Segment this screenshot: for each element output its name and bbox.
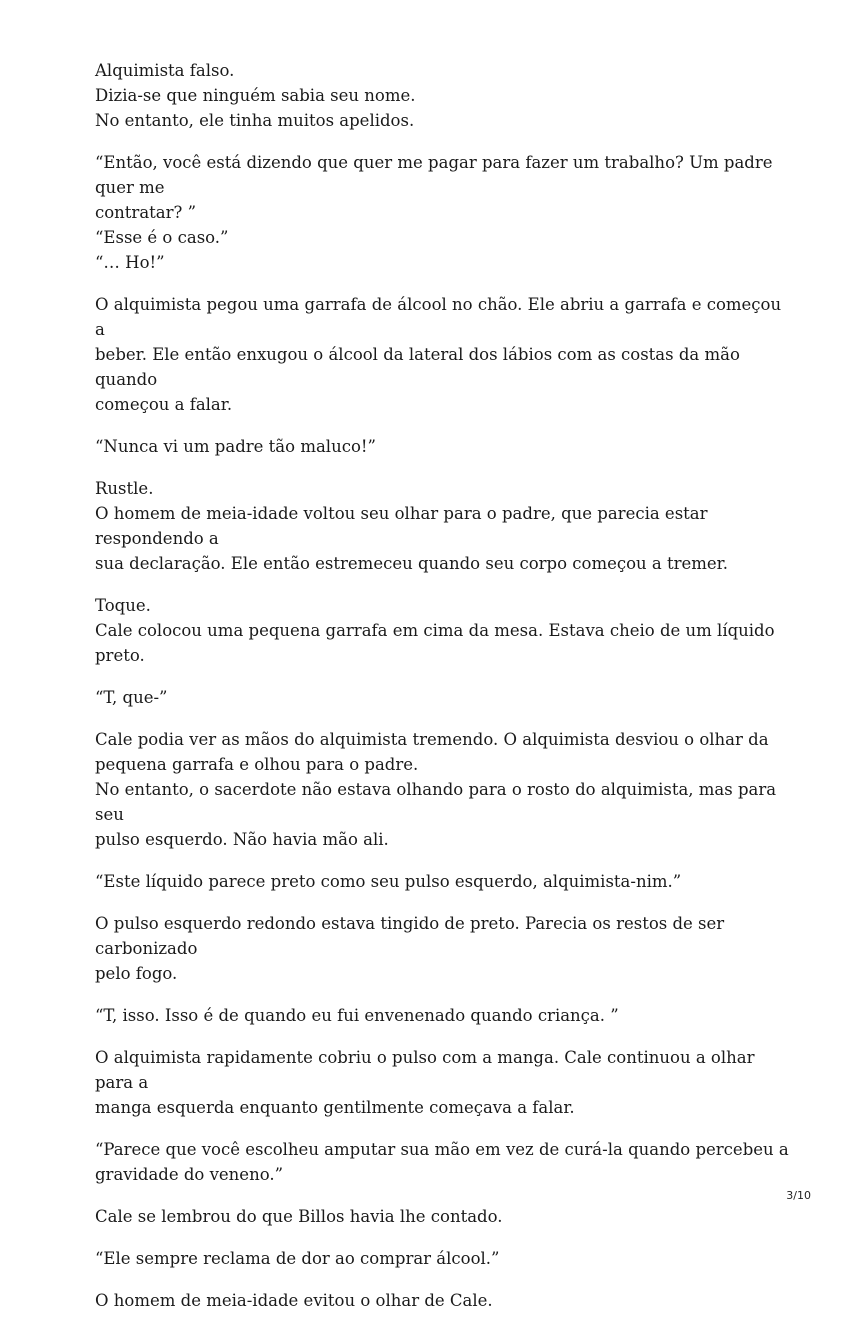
text-line: “Ele sempre reclama de dor ao comprar álcool.” bbox=[95, 1249, 500, 1268]
text-line: pequena garrafa e olhou para o padre. bbox=[95, 755, 419, 774]
text-line: Cale se lembrou do que Billos havia lhe contado. bbox=[95, 1207, 503, 1226]
paragraph bbox=[95, 911, 795, 986]
text-line: “Então, você está dizendo que quer me pagar para fazer um trabalho? Um padre quer me bbox=[95, 153, 773, 197]
paragraph bbox=[95, 150, 795, 275]
paragraph bbox=[95, 1288, 795, 1313]
text-line: O homem de meia-idade evitou o olhar de Cale. bbox=[95, 1291, 493, 1310]
text-line: Toque. bbox=[95, 596, 151, 615]
paragraph bbox=[95, 292, 795, 417]
text-line: contratar? ” bbox=[95, 203, 197, 222]
text-line: No entanto, o sacerdote não estava olhando para o rosto do alquimista, mas para seu bbox=[95, 780, 777, 824]
text-line: “T, que-” bbox=[95, 688, 168, 707]
text-line: O pulso esquerdo redondo estava tingido de preto. Parecia os restos de ser carbonizado bbox=[95, 914, 725, 958]
paragraph bbox=[95, 1045, 795, 1120]
text-line: “… Ho!” bbox=[95, 253, 165, 272]
paragraph bbox=[95, 685, 795, 710]
paragraph bbox=[95, 1003, 795, 1028]
paragraph bbox=[95, 476, 795, 576]
text-line: “Esse é o caso.” bbox=[95, 228, 229, 247]
text-line: manga esquerda enquanto gentilmente começava a falar. bbox=[95, 1098, 575, 1117]
text-line: pelo fogo. bbox=[95, 964, 178, 983]
text-line: Cale podia ver as mãos do alquimista tremendo. O alquimista desviou o olhar da bbox=[95, 730, 769, 749]
text-line: Dizia-se que ninguém sabia seu nome. bbox=[95, 86, 416, 105]
paragraph bbox=[95, 869, 795, 894]
paragraph bbox=[95, 593, 795, 668]
text-line: “T, isso. Isso é de quando eu fui envenenado quando criança. ” bbox=[95, 1006, 619, 1025]
text-line: Alquimista falso. bbox=[95, 61, 235, 80]
text-line: “Este líquido parece preto como seu pulso esquerdo, alquimista-nim.” bbox=[95, 872, 682, 891]
paragraph bbox=[95, 1137, 795, 1187]
text-line: O alquimista rapidamente cobriu o pulso com a manga. Cale continuou a olhar para a bbox=[95, 1048, 755, 1092]
text-line: Cale colocou uma pequena garrafa em cima da mesa. Estava cheio de um líquido preto. bbox=[95, 621, 775, 665]
text-line: sua declaração. Ele então estremeceu quando seu corpo começou a tremer. bbox=[95, 554, 728, 573]
paragraph bbox=[95, 1204, 795, 1229]
text-line: pulso esquerdo. Não havia mão ali. bbox=[95, 830, 389, 849]
text-line: “Parece que você escolheu amputar sua mão em vez de curá-la quando percebeu a bbox=[95, 1140, 789, 1159]
text-line: O homem de meia-idade voltou seu olhar para o padre, que parecia estar respondendo a bbox=[95, 504, 708, 548]
text-line: “Nunca vi um padre tão maluco!” bbox=[95, 437, 376, 456]
paragraph bbox=[95, 434, 795, 459]
page-number: 3/10 bbox=[786, 1189, 811, 1202]
text-line: beber. Ele então enxugou o álcool da lateral dos lábios com as costas da mão quando bbox=[95, 345, 740, 389]
document-body bbox=[95, 58, 795, 1330]
paragraph bbox=[95, 727, 795, 852]
text-line: gravidade do veneno.” bbox=[95, 1165, 284, 1184]
paragraph bbox=[95, 58, 795, 133]
paragraph bbox=[95, 1246, 795, 1271]
text-line: Rustle. bbox=[95, 479, 154, 498]
text-line: começou a falar. bbox=[95, 395, 233, 414]
text-line: No entanto, ele tinha muitos apelidos. bbox=[95, 111, 415, 130]
text-line: O alquimista pegou uma garrafa de álcool no chão. Ele abriu a garrafa e começou a bbox=[95, 295, 782, 339]
